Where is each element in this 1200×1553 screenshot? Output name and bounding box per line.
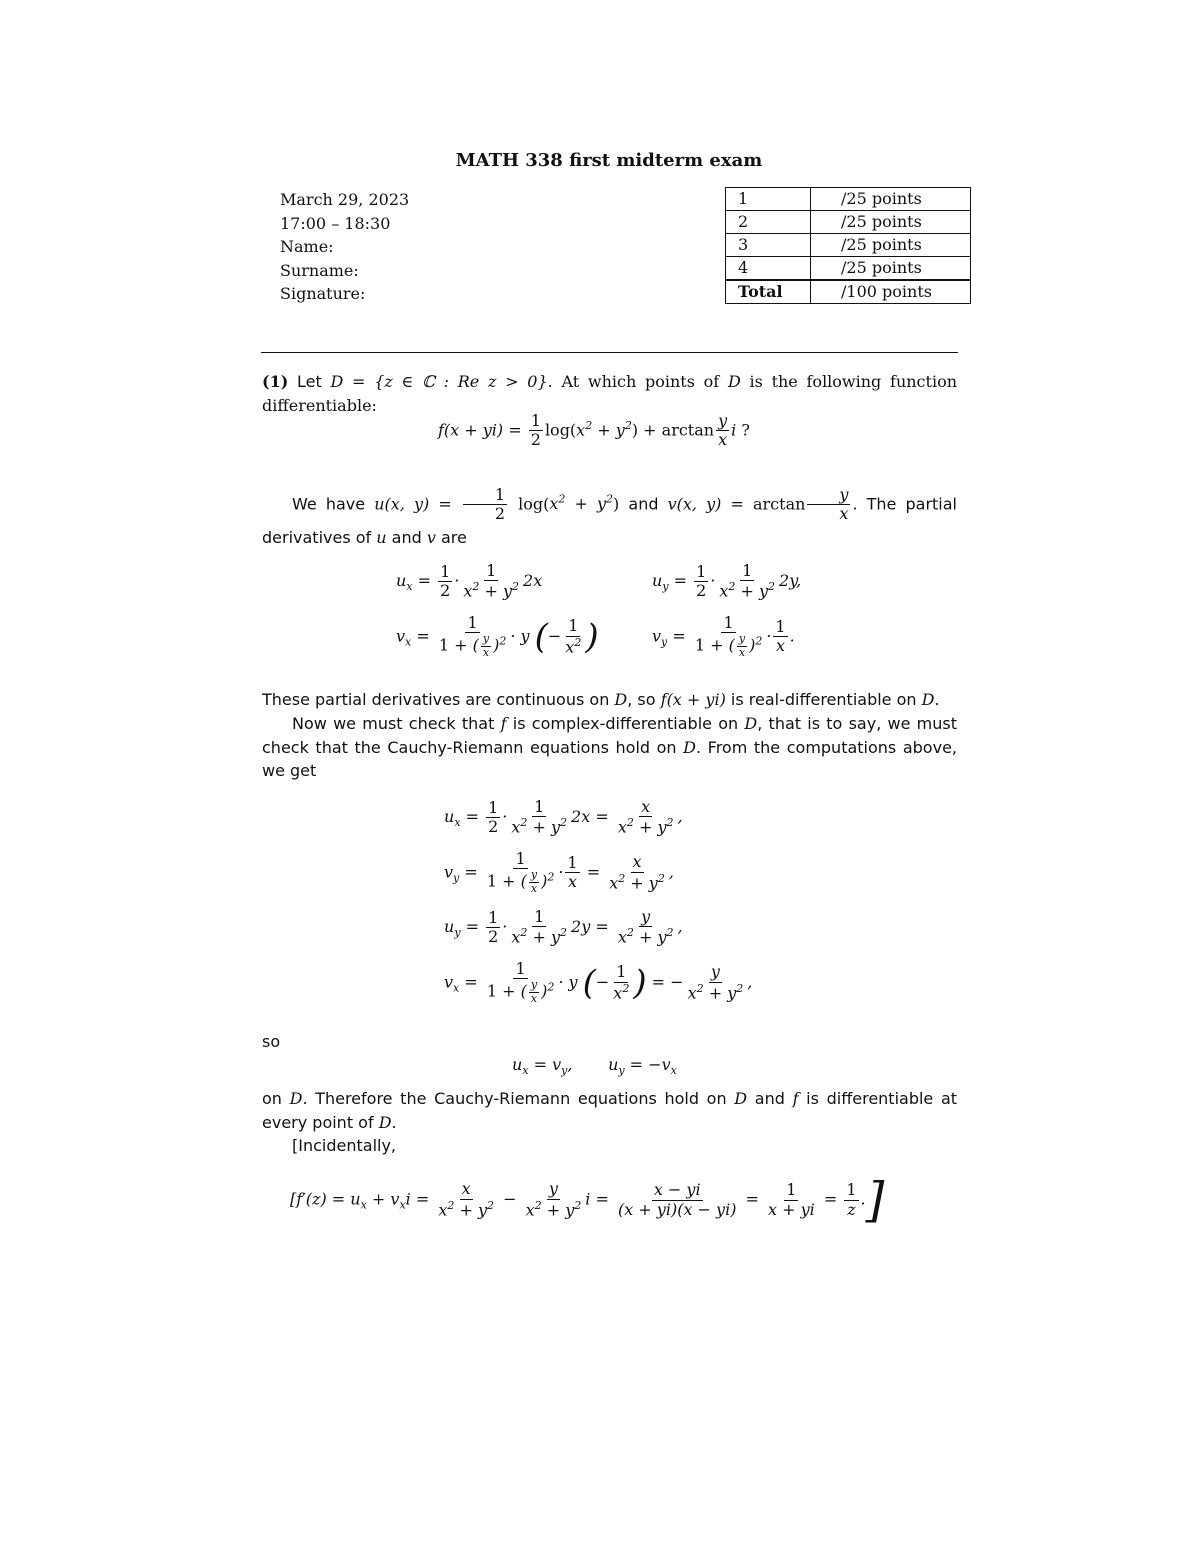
score-row — [726, 211, 971, 234]
score-table — [725, 187, 971, 304]
computed-ux: $u_x$ = $\frac{1}{2}$ · $\frac{1}{x^2 + y^2}$ 2x = $\frac{x}{x^2 + y^2}$ , — [444, 797, 683, 837]
question-points: /25 points — [811, 234, 971, 257]
question-number: 1 — [726, 188, 811, 211]
question-points: /25 points — [811, 211, 971, 234]
incidentally-remark: [Incidentally, — [292, 1136, 397, 1155]
partial-vx: $v_x$ = 1 1 + ( $\frac{y}{x}$ )$^2$ · y (− $\frac{1}{x^2}$ ) — [396, 613, 599, 660]
function-definition: f(x + yi) = $\frac{1}{2}$ $\log(x^2 + y^2) + \arctan$ $\frac{y}{x}$ i ? — [438, 411, 750, 450]
domain-set: D = {z ∈ ℂ : Re z > 0} — [330, 372, 548, 391]
question-number: 2 — [726, 211, 811, 234]
derivative-formula: [$f'(z) = u_x + v_xi$ = $\frac{x}{x^2 + y^2}$ − $\frac{y}{x^2 + y^2}$ i = $\frac{x - yi}{(x + yi)(x - yi)}$ = $\frac{1}{x + yi}$ = $\frac{1}{z}$ .] — [290, 1172, 885, 1228]
problem-label: (1) — [262, 372, 289, 391]
total-points: /100 points — [811, 280, 971, 304]
problem-statement: (1) Let D = {z ∈ ℂ : Re z > 0}. At which points of D is the following function differentiable: — [262, 372, 958, 415]
exam-date: March 29, 2023 — [280, 190, 410, 209]
exam-info — [280, 188, 409, 306]
question-points: /25 points — [811, 257, 971, 281]
score-row — [726, 188, 971, 211]
exam-title: MATH 338 first midterm exam — [455, 150, 763, 171]
so-label: so — [262, 1032, 281, 1051]
total-label: Total — [726, 280, 811, 304]
cauchy-riemann-intro: Now we must check that f is complex-differentiable on D, that is to say, we must check that the Cauchy-Riemann equations hold on D. From the computations above, we get — [262, 714, 958, 780]
computed-uy: $u_y$ = $\frac{1}{2}$ · $\frac{1}{x^2 + y^2}$ 2y = $\frac{y}{x^2 + y^2}$ , — [444, 907, 683, 947]
name-field-label: Name: — [280, 237, 334, 257]
question-points: /25 points — [811, 188, 971, 211]
score-row — [726, 234, 971, 257]
solution-intro: We have u(x, y) = $\frac{1}{2}$ $\log(x^2 + y^2)$ and v(x, y) = arctan $\frac{y}{x}$ . The partial derivatives of u and v are — [262, 485, 958, 547]
continuity-paragraph: These partial derivatives are continuous on D, so f(x + yi) is real-differentiable on D. — [262, 690, 940, 709]
partial-uy: $u_y$ = $\frac{1}{2}$ · $\frac{1}{x^2 + y^2}$ 2y, — [652, 561, 802, 601]
computed-vx: $v_x$ = 1 1 + ( $\frac{y}{x}$ )$^2$ · y (− $\frac{1}{x^2}$ ) = − $\frac{y}{x^2 + y^2}$ , — [444, 959, 753, 1006]
score-total-row — [726, 280, 971, 304]
question-number: 3 — [726, 234, 811, 257]
partial-vy: $v_y$ = 1 1 + ( $\frac{y}{x}$ )$^2$ · $\frac{1}{x}$ . — [652, 613, 795, 660]
section-divider — [261, 352, 958, 353]
computed-vy: $v_y$ = 1 1 + ( $\frac{y}{x}$ )$^2$ · $\frac{1}{x}$ = $\frac{x}{x^2 + y^2}$ , — [444, 849, 674, 896]
cauchy-riemann-equations: $u_x = v_y$, $u_y = -v_x$ — [512, 1055, 677, 1078]
partial-ux: $u_x$ = $\frac{1}{2}$ · $\frac{1}{x^2 + y^2}$ 2x — [396, 561, 543, 601]
score-row — [726, 257, 971, 281]
surname-field-label: Surname: — [280, 260, 359, 280]
conclusion-paragraph: on D. Therefore the Cauchy-Riemann equations hold on D and f is differentiable at every point of D. — [262, 1089, 958, 1132]
exam-time: 17:00 – 18:30 — [280, 213, 391, 233]
signature-field-label: Signature: — [280, 284, 366, 304]
question-number: 4 — [726, 257, 811, 281]
